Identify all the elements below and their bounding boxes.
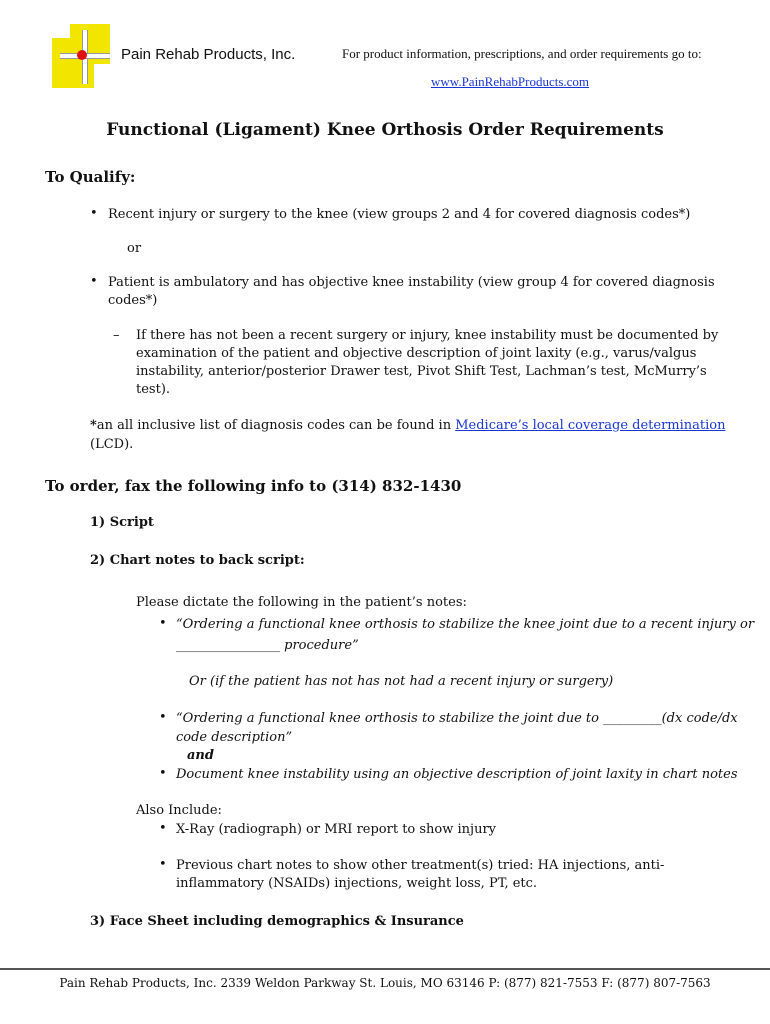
also-include: Also Include:: [136, 803, 222, 818]
qualify-item-2-line2: codes*): [108, 293, 158, 308]
note-text: an all inclusive list of diagnosis codes can be found in: [96, 418, 456, 433]
quote-2-line1: “Ordering a functional knee orthosis to stabilize the joint due to _________(dx code/dx: [176, 711, 738, 726]
qualify-heading: To Qualify:: [45, 168, 136, 186]
bullet-icon: •: [159, 616, 167, 631]
step-3: 3) Face Sheet including demographics & Insurance: [90, 914, 464, 929]
sub-line-3: instability, anterior/posterior Drawer test, Pivot Shift Test, Lachman’s test, McMurry’s: [136, 364, 707, 379]
qualify-item-2-line1: Patient is ambulatory and has objective knee instability (view group 4 for covered diagnosis: [108, 275, 715, 290]
prev-notes-line2: inflammatory (NSAIDs) injections, weight loss, PT, etc.: [176, 876, 538, 891]
website-link[interactable]: www.PainRehabProducts.com: [431, 74, 590, 89]
sub-line-2: examination of the patient and objective description of joint laxity (e.g., varus/valgus: [136, 346, 697, 361]
page-title: Functional (Ligament) Knee Orthosis Order Requirements: [106, 120, 664, 140]
qualify-item-1: Recent injury or surgery to the knee (view groups 2 and 4 for covered diagnosis codes*): [108, 207, 691, 222]
or-text: or: [127, 241, 142, 256]
prev-notes-line1: Previous chart notes to show other treatment(s) tried: HA injections, anti-: [176, 858, 665, 873]
quote-2-line2: code description”: [176, 730, 293, 745]
note-star: *: [90, 418, 97, 433]
bullet-icon: •: [159, 766, 167, 781]
xray-item: X-Ray (radiograph) or MRI report to show injury: [176, 822, 496, 837]
document-instability: Document knee instability using an objective description of joint laxity in chart notes: [176, 767, 738, 782]
bullet-icon: •: [90, 206, 98, 221]
footer-text: Pain Rehab Products, Inc. 2339 Weldon Parkway St. Louis, MO 63146 P: (877) 821-7553 F: (877) 807-7563: [59, 976, 711, 990]
lcd-link[interactable]: Medicare’s local coverage determination: [455, 418, 726, 433]
dictate-text: Please dictate the following in the patient’s notes:: [136, 595, 467, 610]
note-end: (LCD).: [90, 437, 134, 452]
company-name: Pain Rehab Products, Inc.: [121, 46, 296, 63]
step-2: 2) Chart notes to back script:: [90, 553, 305, 568]
bullet-icon: •: [159, 857, 167, 872]
diagnosis-note: [90, 417, 725, 435]
logo-dot-icon: [77, 50, 87, 60]
bullet-icon: •: [159, 710, 167, 725]
dash-icon: –: [113, 328, 120, 343]
quote-1-line2: ________________ procedure”: [176, 638, 359, 653]
sub-line-4: test).: [136, 382, 171, 397]
order-heading: To order, fax the following info to (314) 832-1430: [45, 477, 462, 495]
quote-1-line1: “Ordering a functional knee orthosis to stabilize the knee joint due to a recent injury or: [176, 617, 755, 632]
sub-line-1: If there has not been a recent surgery or injury, knee instability must be documented by: [136, 328, 719, 343]
step-1: 1) Script: [90, 515, 154, 530]
header-note: For product information, prescriptions, and order requirements go to:: [342, 46, 702, 61]
footer-divider: [0, 968, 770, 970]
bullet-icon: •: [159, 821, 167, 836]
bullet-icon: •: [90, 274, 98, 289]
or-alternative: Or (if the patient has not has not had a recent injury or surgery): [189, 674, 614, 689]
and-text: and: [187, 748, 214, 763]
